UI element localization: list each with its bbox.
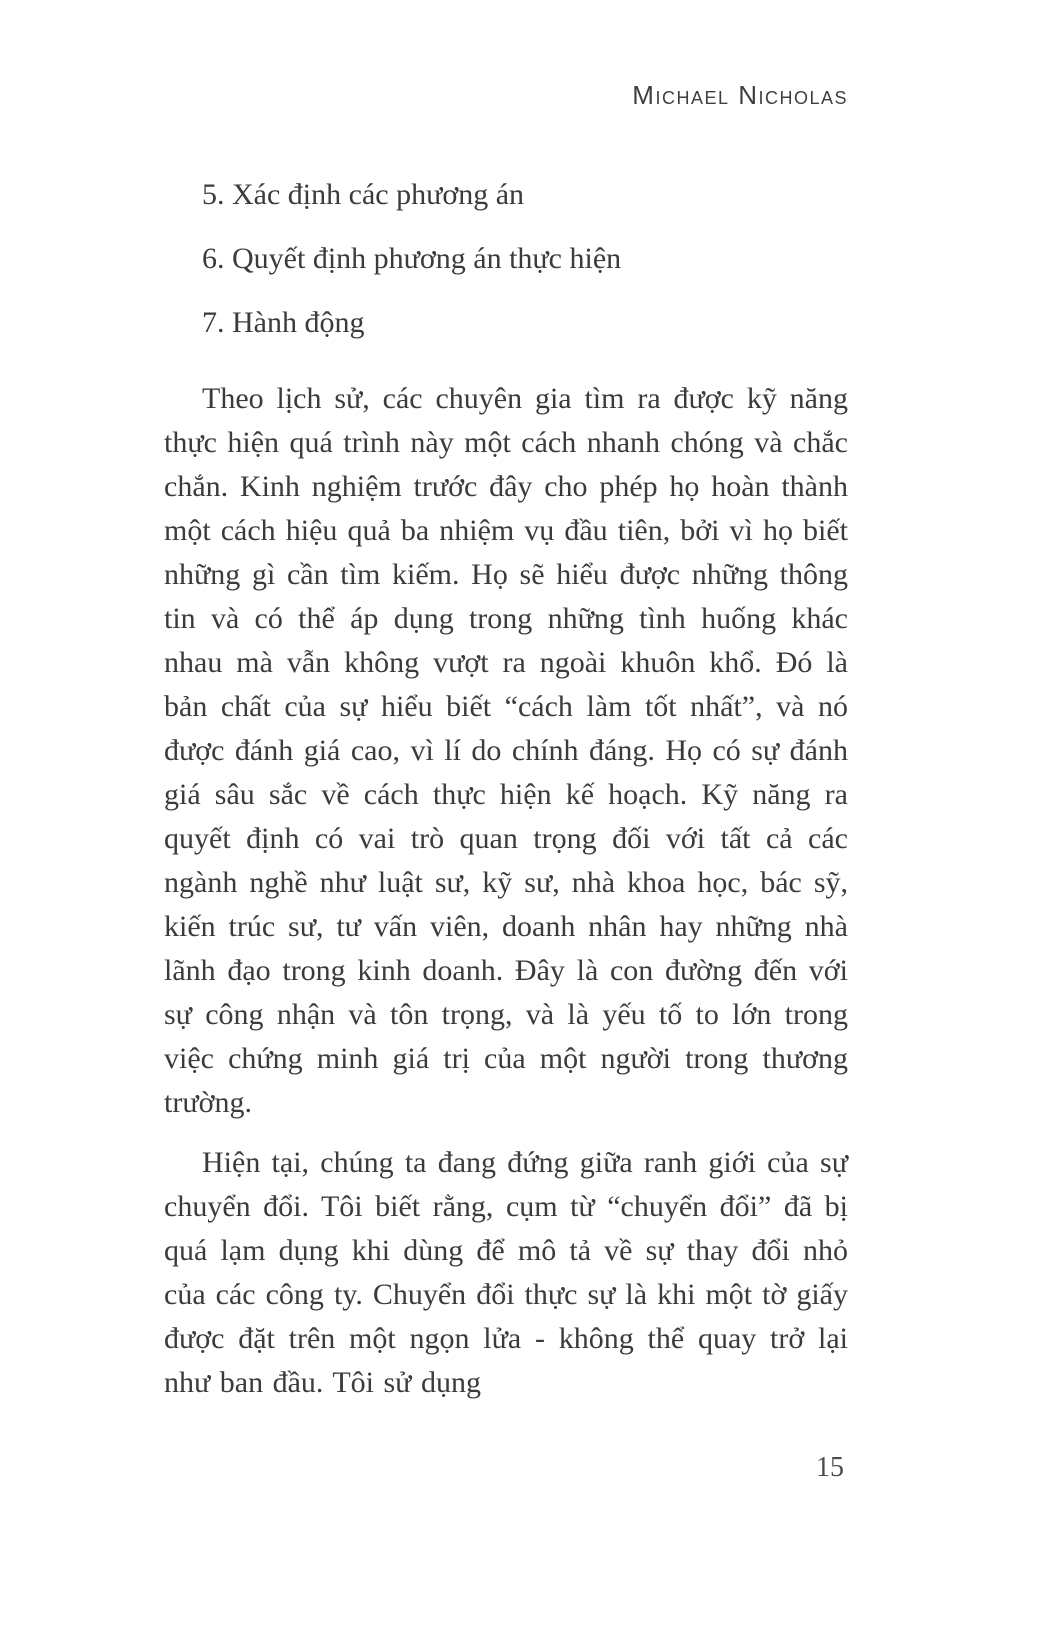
list-item: 6. Quyết định phương án thực hiện	[202, 242, 622, 275]
list-item: 7. Hành động	[202, 306, 365, 339]
running-head-author: Michael Nicholas	[632, 80, 848, 110]
paragraph: Theo lịch sử, các chuyên gia tìm ra được kỹ năng thực hiện quá trình này một cách nhanh chóng và chắc chắn. Kinh nghiệm trước đây cho phép họ hoàn thành một cách hiệu quả ba nhiệm vụ đầu tiên, bởi vì họ biết những gì cần tìm kiếm. Họ sẽ hiểu được những thông tin và có thể áp dụng trong những tình huống khác nhau mà vẫn không vượt ra ngoài khuôn khổ. Đó là bản chất của sự hiểu biết “cách làm tốt nhất”, và nó được đánh giá cao, vì lí do chính đáng. Họ có sự đánh giá sâu sắc về cách thực hiện kế hoạch. Kỹ năng ra quyết định có vai trò quan trọng đối với tất cả các ngành nghề như luật sư, kỹ sư, nhà khoa học, bác sỹ, kiến trúc sư, tư vấn viên, doanh nhân hay những nhà lãnh đạo trong kinh doanh. Đây là con đường đến với sự công nhận và tôn trọng, và là yếu tố to lớn trong việc chứng minh giá trị của một người trong thương trường.	[164, 382, 848, 1119]
list-item: 5. Xác định các phương án	[202, 178, 525, 211]
page-number: 15	[816, 1452, 844, 1483]
numbered-list	[164, 173, 848, 345]
paragraph: Hiện tại, chúng ta đang đứng giữa ranh giới của sự chuyển đổi. Tôi biết rằng, cụm từ “chuyển đổi” đã bị quá lạm dụng khi dùng để mô tả về sự thay đổi nhỏ của các công ty. Chuyển đổi thực sự là khi một tờ giấy được đặt trên một ngọn lửa - không thể quay trở lại như ban đầu. Tôi sử dụng	[164, 1146, 848, 1399]
